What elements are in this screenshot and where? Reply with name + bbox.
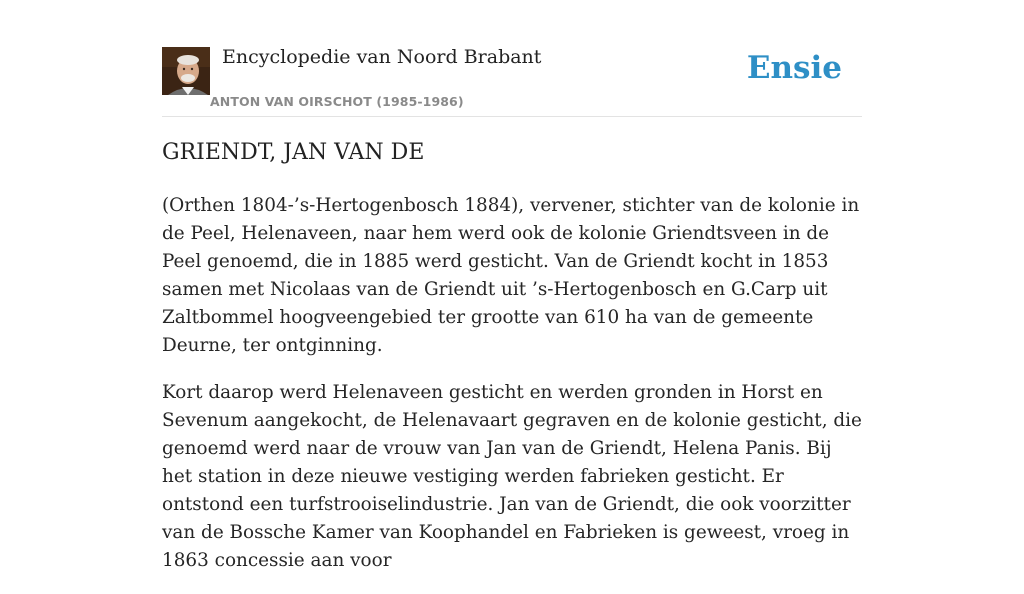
article-title: GRIENDT, JAN VAN DE (162, 140, 425, 165)
article-paragraph: (Orthen 1804-’s-Hertogenbosch 1884), vervener, stichter van de kolonie in de Peel, Helenaveen, naar hem werd ook de kolonie Griendtsveen in de Peel genoemd, die in 1885 werd gesticht. Van de Griendt kocht in 1853 samen met Nicolaas van de Griendt uit ’s-Hertogenbosch en G.Carp uit Zaltbommel hoogveengebied ter grootte van 610 ha van de gemeente Deurne, ter ontginning. (162, 195, 860, 356)
article-paragraph: Kort daarop werd Helenaveen gesticht en werden gronden in Horst en Sevenum aangekocht, de Helenavaart gegraven en de kolonie gesticht, die genoemd werd naar de vrouw van Jan van de Griendt, Helena Panis. Bij het station in deze nieuwe vestiging werden fabrieken gesticht. Er ontstond een turfstrooiselindustrie. Jan van de Griendt, die ook voorzitter van de Bossche Kamer van Koophandel en Fabrieken is geweest, vroeg in 1863 concessie aan voor (162, 382, 862, 571)
author-avatar[interactable] (162, 47, 210, 95)
author-name[interactable]: ANTON VAN OIRSCHOT (1985-1986) (210, 94, 464, 109)
avatar-portrait-image (162, 47, 210, 95)
ensie-logo[interactable]: Ensie (746, 50, 842, 86)
article-body (162, 192, 862, 594)
book-title-link[interactable]: Encyclopedie van Noord Brabant (222, 46, 542, 68)
header (162, 44, 862, 117)
